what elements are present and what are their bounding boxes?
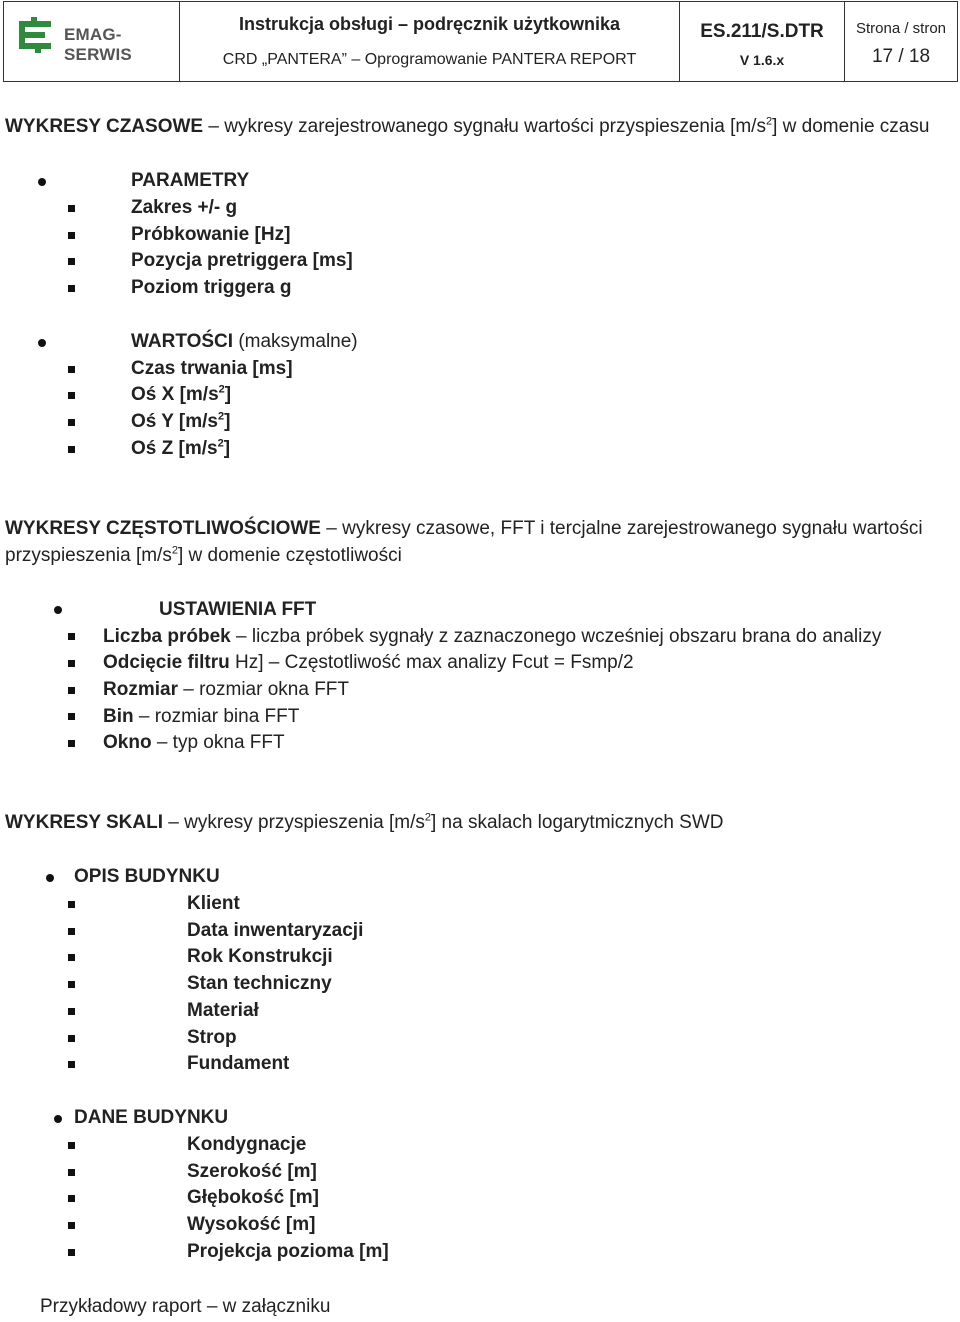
bullet-square	[68, 446, 75, 453]
group-title-opis-budynku: OPIS BUDYNKU	[74, 866, 220, 887]
section-heading-scale-charts: WYKRESY SKALI – wykresy przyspieszenia $[m/s^2]$ na skalach logarytmicznych SWD	[5, 811, 724, 833]
list-item: Stan techniczny	[187, 973, 332, 994]
list-item: Oś Z $[m/s^2]$	[131, 437, 231, 459]
bullet-square	[68, 633, 75, 640]
bullet-square	[68, 928, 75, 935]
bullet-square	[68, 981, 75, 988]
group-title-wartosci: WARTOŚCI (maksymalne)	[131, 331, 358, 352]
bullet-square	[68, 901, 75, 908]
bullet-dot	[54, 606, 62, 614]
list-item: Rok Konstrukcji	[187, 946, 333, 967]
list-item: Materiał	[187, 1000, 259, 1021]
list-item: Liczba próbek – liczba próbek sygnały z zaznaczonego wcześniej obszaru brana do analizy	[103, 626, 882, 647]
page-cell	[845, 2, 957, 81]
bullet-square	[68, 1195, 75, 1202]
bullet-square	[68, 205, 75, 212]
list-item: Data inwentaryzacji	[187, 920, 364, 941]
logo-text: EMAG-SERWIS	[64, 25, 132, 64]
list-item: Oś X $[m/s^2]$	[131, 383, 232, 405]
bullet-square	[68, 419, 75, 426]
bullet-square	[68, 713, 75, 720]
bullet-square	[68, 392, 75, 399]
bullet-dot	[38, 339, 46, 347]
list-item: Próbkowanie [Hz]	[131, 224, 291, 245]
list-item: Czas trwania [ms]	[131, 358, 293, 379]
bullet-square	[68, 366, 75, 373]
bullet-square	[68, 954, 75, 961]
bullet-square	[68, 687, 75, 694]
group-title-parametry: PARAMETRY	[131, 170, 250, 191]
bullet-dot	[46, 874, 54, 882]
bullet-square	[68, 1222, 75, 1229]
group-title-ustawienia-fft: USTAWIENIA FFT	[159, 599, 317, 620]
bullet-square	[68, 258, 75, 265]
page-number: 17 / 18	[871, 46, 931, 67]
list-item: Klient	[187, 893, 240, 914]
title-cell	[180, 2, 680, 81]
bullet-square	[68, 660, 75, 667]
list-item: Głębokość [m]	[187, 1187, 319, 1208]
page-label: Strona / stron	[855, 20, 947, 37]
group-title-dane-budynku: DANE BUDYNKU	[74, 1107, 229, 1128]
section-heading-frequency-charts-line2: przyspieszenia $[m/s^2]$ w domenie częstotliwości	[5, 544, 402, 566]
bullet-square	[68, 1061, 75, 1068]
list-item: Wysokość [m]	[187, 1214, 316, 1235]
list-item: Odcięcie filtru Hz] – Częstotliwość max analizy Fcut = Fsmp/2	[103, 652, 634, 673]
list-item: Szerokość [m]	[187, 1161, 317, 1182]
bullet-dot	[54, 1115, 62, 1123]
list-item: Okno – typ okna FFT	[103, 732, 285, 753]
code-cell	[680, 2, 845, 81]
list-item: Projekcja pozioma [m]	[187, 1241, 389, 1262]
emag-logo-icon	[15, 15, 55, 55]
list-item: Oś Y $[m/s^2]$	[131, 410, 231, 432]
list-item: Kondygnacje	[187, 1134, 307, 1155]
section-heading-frequency-charts: WYKRESY CZĘSTOTLIWOŚCIOWE – wykresy czasowe, FFT i tercjalne zarejestrowanego sygnału wartości	[5, 518, 923, 539]
bullet-square	[68, 1008, 75, 1015]
footer-note: Przykładowy raport – w załączniku	[40, 1296, 331, 1317]
document-code: ES.211/S.DTR	[700, 21, 824, 42]
bullet-square	[68, 740, 75, 747]
list-item: Rozmiar – rozmiar okna FFT	[103, 679, 350, 700]
logo-cell	[4, 2, 180, 81]
bullet-square	[68, 285, 75, 292]
list-item: Pozycja pretriggera [ms]	[131, 250, 353, 271]
list-item: Bin – rozmiar bina FFT	[103, 706, 300, 727]
list-item: Poziom triggera g	[131, 277, 292, 298]
document-version: V 1.6.x	[739, 52, 785, 68]
document-header	[3, 1, 958, 82]
bullet-dot	[38, 178, 46, 186]
bullet-square	[68, 1249, 75, 1256]
list-item: Zakres +/- g	[131, 197, 238, 218]
document-title: Instrukcja obsługi – podręcznik użytkownika	[238, 14, 621, 34]
bullet-square	[68, 1169, 75, 1176]
bullet-square	[68, 1142, 75, 1149]
bullet-square	[68, 232, 75, 239]
document-subtitle: CRD „PANTERA” – Oprogramowanie PANTERA REPORT	[222, 51, 637, 68]
list-item: Fundament	[187, 1053, 290, 1074]
list-item: Strop	[187, 1027, 237, 1048]
section-heading-time-charts: WYKRESY CZASOWE – wykresy zarejestrowanego sygnału wartości przyspieszenia $[m/s^2]$ w domenie czasu	[5, 115, 930, 137]
bullet-square	[68, 1035, 75, 1042]
